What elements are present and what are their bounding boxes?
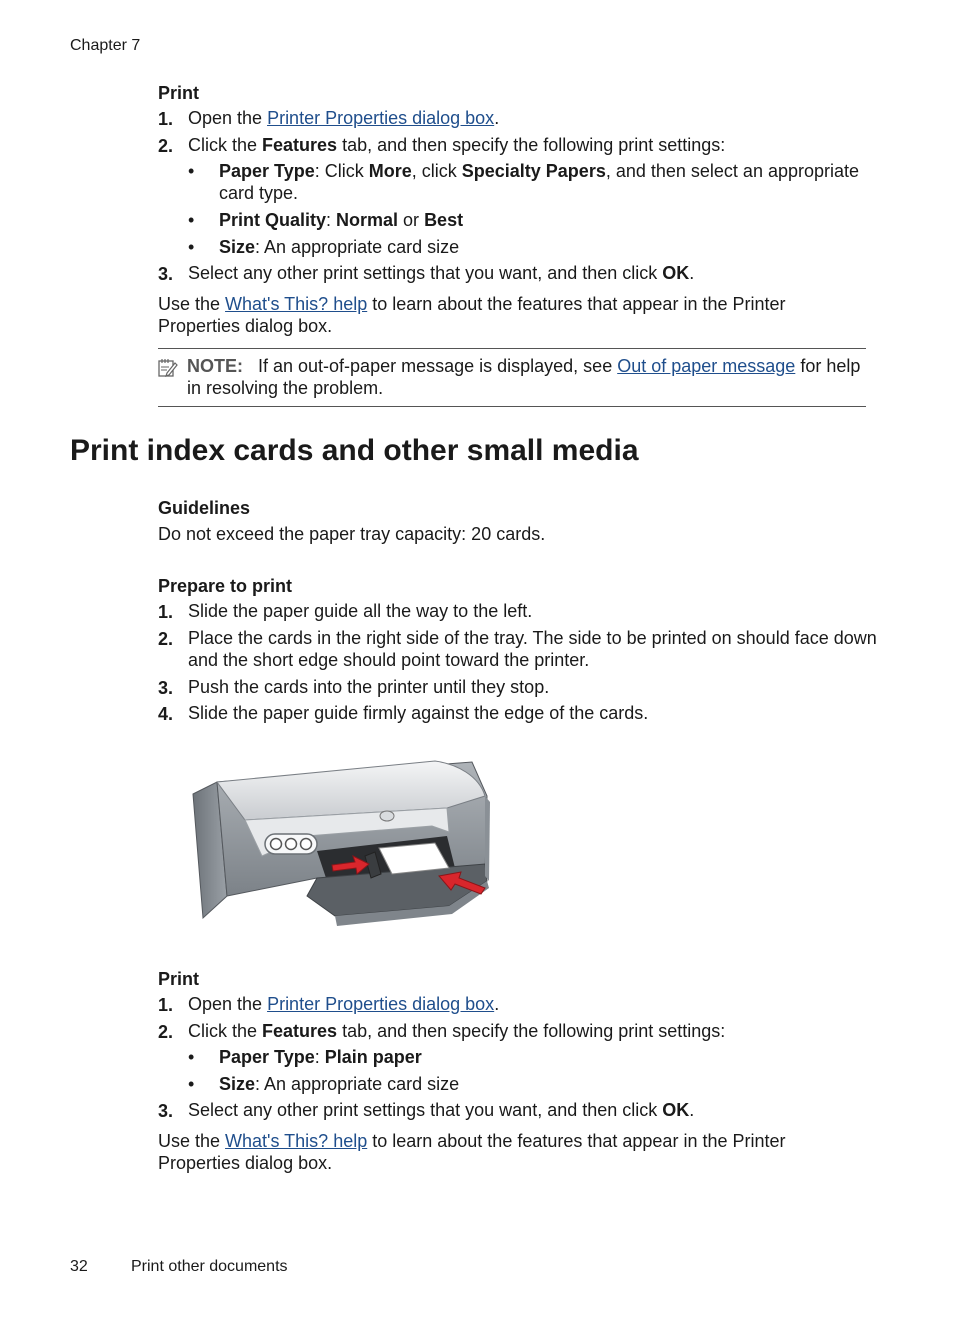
step-bold-text: OK [662,1100,690,1120]
step-number: 3. [158,678,174,698]
bullet-bold: Print Quality [219,210,327,230]
step-number: 1. [158,995,174,1015]
step-text: Select any other print settings that you want, and then click [188,263,663,283]
print-heading: Print [158,83,200,103]
bullet-paper-type [219,1046,879,1068]
guidelines-text: Do not exceed the paper tray capacity: 20 cards. [158,524,546,544]
step-text: . [689,263,695,283]
whats-this-paragraph [158,1130,870,1174]
whats-this-paragraph [158,293,870,337]
note-body-text: If an out-of-paper message is displayed, see [258,356,618,376]
prepare-heading: Prepare to print [158,576,293,596]
step-select-other [188,262,878,284]
paragraph-text: to learn about the features that appear in the Printer Properties dialog box. [158,294,786,336]
footer-section-name: Print other documents [131,1258,288,1275]
bullet-text: , click [411,161,462,181]
step-select-other [188,1099,878,1121]
prepare-step-4: Slide the paper guide firmly against the edge of the cards. [188,703,649,723]
printer-illustration [187,756,492,938]
bullet-bold: Normal [336,210,399,230]
bullet-mark: • [188,161,195,181]
step-number: 4. [158,704,174,724]
bullet-text: : An appropriate card size [255,237,460,257]
bullet-bold: Size [219,237,256,257]
bullet-size [219,1073,879,1095]
step-number: 1. [158,602,174,622]
step-number: 3. [158,264,174,284]
step-open-properties [188,107,878,129]
step-text: . [494,108,500,128]
bullet-mark: • [188,210,195,230]
bullet-bold: Plain paper [324,1047,422,1067]
prepare-step-3: Push the cards into the printer until they stop. [188,677,550,697]
step-number: 2. [158,629,174,649]
note-top-rule [158,348,866,349]
bullet-bold: Paper Type [219,161,315,181]
step-text: Select any other print settings that you want, and then click [188,1100,663,1120]
step-features-tab [188,134,878,156]
step-bold-text: Features [262,1021,338,1041]
running-header-chapter: Chapter 7 [70,37,141,54]
bullet-print-quality [219,209,879,231]
out-of-paper-link[interactable]: Out of paper message [617,356,796,376]
printer-properties-link[interactable]: Printer Properties dialog box [267,108,495,128]
bullet-bold: Paper Type [219,1047,315,1067]
bullet-mark: • [188,237,195,257]
bullet-mark: • [188,1047,195,1067]
step-bold-text: OK [662,263,690,283]
step-text: . [494,994,500,1014]
note-body-text: for help in resolving the problem. [187,356,861,398]
step-features-tab [188,1020,878,1042]
step-number: 1. [158,109,174,129]
paragraph-text: Use the [158,1131,226,1151]
section-title: Print index cards and other small media [70,434,639,467]
step-bold-text: Features [262,135,338,155]
bullet-bold: Specialty Papers [461,161,606,181]
page-number: 32 [70,1258,88,1275]
printer-properties-link[interactable]: Printer Properties dialog box [267,994,495,1014]
bullet-text: , and then select an appropriate card type. [219,161,860,203]
step-number: 2. [158,136,174,156]
bullet-text: : An appropriate card size [255,1074,460,1094]
guidelines-heading: Guidelines [158,498,251,518]
note-pad-icon [158,358,178,378]
prepare-step-1: Slide the paper guide all the way to the left. [188,601,533,621]
bullet-bold: Best [424,210,464,230]
step-text: tab, and then specify the following print settings: [337,1021,726,1041]
step-text: Click the [188,135,263,155]
print-heading: Print [158,969,200,989]
note-text [187,355,871,399]
paragraph-text: Use the [158,294,226,314]
bullet-text: or [398,210,425,230]
paragraph-text: to learn about the features that appear in the Printer Properties dialog box. [158,1131,786,1173]
bullet-text: : [326,210,337,230]
bullet-bold: Size [219,1074,256,1094]
step-number: 2. [158,1022,174,1042]
note-label: NOTE: [187,356,243,376]
bullet-bold: More [368,161,412,181]
step-text: . [689,1100,695,1120]
step-text: Open the [188,994,268,1014]
bullet-mark: • [188,1074,195,1094]
step-text: tab, and then specify the following print settings: [337,135,726,155]
step-open-properties [188,993,878,1015]
prepare-step-2: Place the cards in the right side of the tray. The side to be printed on should face down and the short edge should point toward the printer. [188,628,877,670]
bullet-text: : Click [314,161,369,181]
bullet-text: : [314,1047,325,1067]
bullet-size [219,236,879,258]
whats-this-help-link[interactable]: What's This? help [225,294,368,314]
step-text: Click the [188,1021,263,1041]
bullet-paper-type [219,160,879,204]
whats-this-help-link[interactable]: What's This? help [225,1131,368,1151]
note-bottom-rule [158,406,866,407]
step-number: 3. [158,1101,174,1121]
step-text: Open the [188,108,268,128]
